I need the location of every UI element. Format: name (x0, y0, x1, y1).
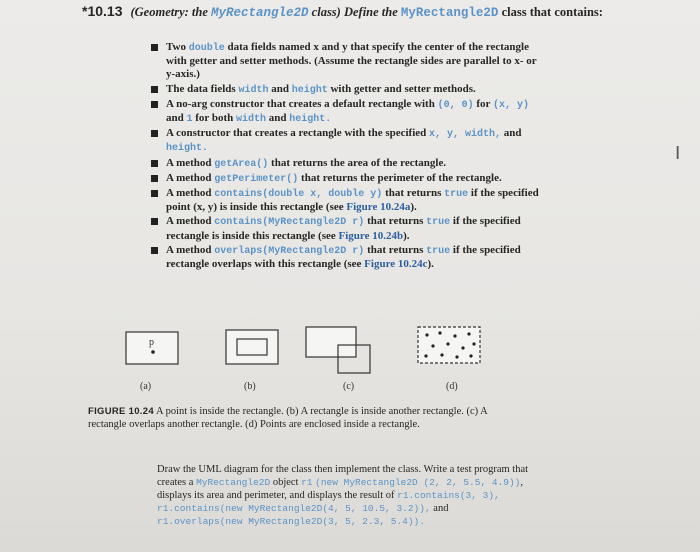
title-part: (Geometry: the (130, 5, 212, 19)
problem-header (82, 4, 622, 21)
code-text: 1 (186, 114, 193, 126)
panel-label-d: (d) (446, 381, 458, 392)
code-text: true (426, 245, 451, 257)
code-text: getPerimeter() (214, 173, 299, 185)
requirement-item (150, 244, 545, 271)
title-part: class) Define the (308, 5, 401, 19)
code-text: (x, y) (492, 99, 529, 111)
figure-10-24 (118, 323, 498, 383)
code-text: x, y, width, (429, 129, 502, 141)
code-text: width (238, 84, 269, 96)
text-segment: , displays its area and perimeter, and displays the result of (157, 477, 523, 501)
class-name: MyRectangle2D (211, 6, 309, 20)
requirement-item (150, 127, 545, 155)
text-segment: and (166, 112, 187, 125)
text-segment: A method (166, 156, 215, 169)
text-segment: if the specified rectangle is inside this rectangle (see (166, 215, 521, 242)
text-segment: and (266, 112, 290, 125)
panel-label-c: (c) (343, 381, 355, 392)
class-name: MyRectangle2D (400, 6, 499, 20)
text-segment: and (430, 503, 449, 514)
text-segment: ). (410, 201, 417, 214)
figure-reference: Figure 10.24a (346, 201, 411, 214)
figure-label: FIGURE 10.24 (88, 406, 154, 417)
text-segment: for (473, 97, 493, 110)
panel-label-b: (b) (244, 381, 256, 392)
code-text: height (291, 84, 328, 96)
text-segment: y (342, 41, 348, 53)
code-text: r1.contains(3, 3), r1.contains(new MyRectangle2D(4, 5, 10.5, 3.2)), (157, 490, 500, 514)
code-text: overlaps(MyRectangle2D r) (214, 245, 365, 257)
requirement-item (150, 172, 545, 186)
text-segment: and (501, 127, 522, 140)
text-segment: Draw the UML diagram for the class then implement the class. Write a test program that creates a (157, 464, 529, 488)
code-text: (new MyRectangle2D (2, 2, 5.5, 4.9)) (315, 477, 521, 488)
text-segment: that returns the area of the rectangle. (268, 156, 447, 169)
code-text: contains(MyRectangle2D r) (214, 217, 365, 229)
problem-number: *10.13 (82, 3, 123, 19)
text-segment: Two (166, 41, 189, 53)
figure-reference: Figure 10.24b (338, 229, 404, 242)
task-paragraph (157, 463, 529, 528)
text-segment: A method (166, 215, 215, 228)
code-text: r1 (301, 477, 313, 488)
text-segment: A no-arg constructor that creates a default rectangle with (166, 97, 438, 110)
text-segment: A constructor that creates a rectangle with the specified (166, 127, 430, 140)
text-segment: that returns (382, 187, 445, 200)
text-segment: that returns (364, 243, 427, 256)
requirements-list (150, 41, 545, 272)
code-text: MyRectangle2D (196, 477, 271, 488)
text-segment: that specify the center of the rectangle with getter and setter methods. (Assume the rectangle sides are parallel to x- or y-axis.) (166, 41, 537, 81)
panel-label-a: (a) (140, 381, 152, 392)
requirement-item (150, 157, 545, 171)
title-part: class that contains: (498, 5, 603, 19)
text-segment: data fields named (224, 41, 314, 53)
code-text: double (188, 43, 225, 54)
caption-text: A point is inside the rectangle. (b) A rectangle is inside another rectangle. (c) A rectangle overlaps another rectangle. (d) Points are enclosed inside a rectangle. (88, 406, 488, 430)
requirement-item (150, 215, 545, 242)
code-text: width (236, 114, 267, 126)
requirement-item (150, 83, 545, 97)
code-text: height. (289, 114, 332, 126)
rectangle-c-1 (306, 327, 356, 357)
text-cursor-icon: I (675, 143, 681, 164)
text-segment: is inside this rectangle (see (217, 201, 347, 214)
point-label: p (149, 337, 154, 348)
text-segment: A method (166, 171, 215, 184)
text-segment: that returns the perimeter of the rectangle. (298, 171, 502, 184)
requirement-item (150, 187, 545, 214)
code-text: contains(double x, double y) (214, 189, 383, 201)
requirement-item (150, 41, 545, 82)
text-segment: A method (166, 243, 215, 256)
figure-reference: Figure 10.24c (364, 258, 428, 271)
text-segment: and (268, 82, 292, 95)
text-segment: ). (427, 258, 434, 271)
text-segment: x (313, 41, 319, 53)
rectangle-b-inner (237, 339, 267, 355)
text-segment: ). (403, 229, 410, 242)
text-segment: object (270, 477, 302, 488)
text-segment: and (318, 41, 343, 53)
requirement-item (150, 98, 545, 126)
text-segment: if the specified rectangle overlaps with this rectangle (see (166, 243, 521, 271)
figure-caption (88, 405, 528, 431)
text-segment: with getter and setter methods. (327, 82, 476, 95)
text-segment: The data fields (166, 82, 239, 95)
code-text: true (426, 217, 451, 229)
code-text: (0, 0) (437, 99, 474, 111)
code-text: getArea() (214, 158, 269, 170)
text-segment: that returns (364, 215, 427, 228)
text-segment: (x, y) (193, 201, 218, 214)
text-segment: for both (192, 112, 237, 125)
text-segment: if the specified point (166, 187, 539, 214)
point-a (151, 350, 155, 354)
text-segment: A method (166, 187, 215, 200)
code-text: true (444, 189, 469, 201)
code-text: r1.overlaps(new MyRectangle2D(3, 5, 2.3, 5.4)). (157, 516, 425, 527)
code-text: height. (166, 143, 209, 155)
